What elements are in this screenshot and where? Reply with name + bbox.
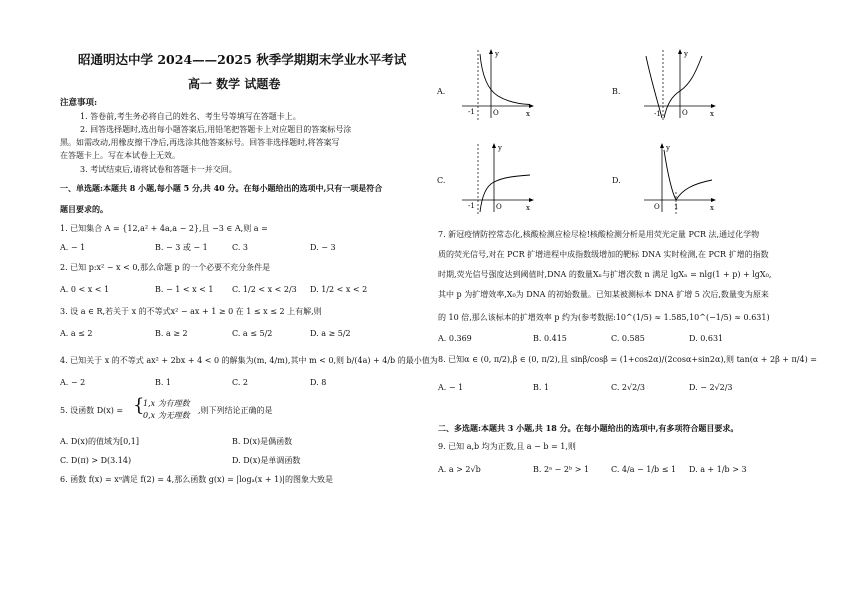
section1-heading-cont: 题目要求的。 — [60, 204, 108, 214]
q9-option-c: C. 4/a − 1/b ≤ 1 — [611, 465, 677, 474]
y-axis-arrow — [489, 49, 493, 54]
one-label: 1 — [674, 203, 679, 211]
x-axis-arrow — [711, 198, 716, 202]
q7-line: 的 10 倍,那么该标本的扩增效率 p 约为(参考数据:10^(1/5) ≈ 1.585,10^(−1/5) ≈ 0.631) — [438, 313, 770, 322]
q5-stem-suffix: ,则下列结论正确的是 — [198, 406, 273, 415]
q4-option-b: B. 1 — [155, 378, 172, 387]
q7-line: 时期,荧光信号强度达到阈值时,DNA 的数量Xₙ与扩增次数 n 满足 lgXₙ = nlg(1 + p) + lgX₀, — [438, 270, 772, 279]
neg-one-label: -1 — [654, 110, 661, 118]
graph-a-label: A. — [437, 87, 446, 96]
graph-d-label: D. — [612, 176, 621, 185]
curve-left — [646, 56, 662, 118]
q2-option-b: B. − 1 < x < 1 — [155, 285, 214, 294]
q3-stem: 3. 设 a ∈ R,若关于 x 的不等式x² − ax + 1 ≥ 0 在 1 ≤ x ≤ 2 上有解,则 — [60, 307, 322, 316]
q4-stem: 4. 已知关于 x 的不等式 ax² + 2bx + 4 < 0 的解集为(m, 4/m),其中 m < 0,则 b/(4a) + 4/b 的最小值为 — [60, 356, 438, 365]
notes-heading: 注意事项: — [60, 98, 98, 108]
q5-case-rational: 1,x 为有理数 — [143, 399, 190, 408]
q7-option-c: C. 0.585 — [611, 334, 645, 343]
q5-stem-prefix: 5. 设函数 D(x) = — [60, 406, 124, 415]
q5-case-irrational: 0,x 为无理数 — [143, 411, 190, 420]
q3-option-b: B. a ≥ 2 — [155, 329, 188, 338]
curve-right — [676, 180, 712, 200]
exam-subtitle: 高一 数学 试题卷 — [188, 77, 281, 91]
q9-stem: 9. 已知 a,b 均为正数,且 a − b = 1,则 — [438, 442, 576, 451]
x-label: x — [526, 204, 530, 212]
x-axis-arrow — [529, 198, 534, 202]
y-label: y — [495, 50, 499, 58]
q8-option-d: D. − 2√2/3 — [689, 383, 733, 392]
q1-option-b: B. − 3 或 − 1 — [155, 243, 208, 252]
origin-label: O — [496, 203, 502, 211]
y-label: y — [666, 144, 670, 152]
exam-title: 昭通明达中学 2024——2025 秋季学期期末学业水平考试 — [78, 52, 407, 67]
q5-option-c: C. D(π) > D(3.14) — [60, 456, 132, 465]
y-axis-arrow — [660, 143, 664, 148]
q5-option-b: B. D(x)是偶函数 — [232, 437, 293, 446]
graph-b-label: B. — [612, 87, 621, 96]
section1-heading: 一、单选题:本题共 8 小题,每小题 5 分,共 40 分。在每小题给出的选项中,只有一项是符合 — [60, 183, 383, 193]
q4-option-c: C. 2 — [232, 378, 249, 387]
q9-option-b: B. 2ᵃ − 2ᵇ > 1 — [533, 465, 590, 474]
notes-line: 在答题卡上。写在本试卷上无效。 — [60, 151, 180, 160]
q1-option-d: D. − 3 — [310, 243, 336, 252]
q7-line: 7. 新冠疫情防控常态化,核酸检测应检尽检!核酸检测分析是用荧光定量 PCR 法,通过化学物 — [438, 230, 760, 239]
x-axis-arrow — [711, 104, 716, 108]
q2-option-c: C. 1/2 < x < 2/3 — [232, 285, 297, 294]
y-label: y — [684, 50, 688, 58]
q5-option-d: D. D(x)是单调函数 — [232, 456, 301, 465]
curve — [480, 175, 530, 212]
notes-line: 黑。如需改动,用橡皮擦干净后,再选涂其他答案标号。回答非选择题时,将答案写 — [60, 138, 340, 147]
graph-c-label: C. — [437, 176, 446, 185]
q2-option-d: D. 1/2 < x < 2 — [310, 285, 368, 294]
origin-label: O — [493, 109, 499, 117]
q5-option-a: A. D(x)的值域为[0,1] — [60, 437, 139, 446]
q8-stem: 8. 已知α ∈ (0, π/2),β ∈ (0, π/2),且 sinβ/cosβ = (1+cos2α)/(2cosα+sin2α),则 tan(α + 2β + π/4) = — [438, 355, 817, 364]
q6-stem: 6. 函数 f(x) = xᵅ满足 f(2) = 4,那么函数 g(x) = |logₐ(x + 1)|的图象大致是 — [60, 475, 334, 484]
notes-line: 2. 回答选择题时,选出每小题答案后,用铅笔把答题卡上对应题目的答案标号涂 — [80, 125, 352, 134]
q3-option-c: C. a ≤ 5/2 — [232, 329, 273, 338]
q1-stem: 1. 已知集合 A = {12,a² + 4a,a − 2},且 −3 ∈ A,则 a = — [60, 224, 268, 233]
q8-option-c: C. 2√2/3 — [611, 383, 645, 392]
origin-label: O — [654, 203, 660, 211]
q8-option-a: A. − 1 — [438, 383, 464, 392]
x-label: x — [526, 110, 530, 118]
y-axis-arrow — [678, 49, 682, 54]
q2-option-a: A. 0 < x < 1 — [60, 285, 110, 294]
q9-option-a: A. a > 2√b — [438, 465, 481, 474]
neg-one-label: -1 — [468, 108, 475, 116]
notes-line: 3. 考试结束后,请将试卷和答题卡一并交回。 — [80, 165, 237, 174]
graph-c — [458, 140, 538, 216]
curve-left — [664, 150, 676, 200]
x-label: x — [710, 110, 714, 118]
q3-option-d: D. a ≥ 5/2 — [310, 329, 351, 338]
y-label: y — [498, 144, 502, 152]
q7-line: 其中 p 为扩增效率,X₀为 DNA 的初始数量。已知某被测标本 DNA 扩增 5 次后,数量变为原来 — [438, 290, 769, 299]
origin-label: O — [682, 109, 688, 117]
section2-heading: 二、多选题:本题共 3 小题,共 18 分。在每小题给出的选项中,有多项符合题目要求。 — [438, 423, 739, 433]
q7-option-a: A. 0.369 — [438, 334, 472, 343]
q3-option-a: A. a ≤ 2 — [60, 329, 93, 338]
y-axis-arrow — [492, 143, 496, 148]
neg-one-label: -1 — [468, 202, 475, 210]
notes-line: 1. 答卷前,考生务必将自己的姓名、考生号等填写在答题卡上。 — [80, 112, 301, 121]
curve — [480, 54, 530, 105]
q1-option-a: A. − 1 — [60, 243, 86, 252]
q7-option-d: D. 0.631 — [689, 334, 724, 343]
q1-option-c: C. 3 — [232, 243, 249, 252]
q2-stem: 2. 已知 p:x² − x < 0,那么命题 p 的一个必要不充分条件是 — [60, 263, 271, 272]
q7-line: 质的荧光信号,对在 PCR 扩增进程中成指数级增加的靶标 DNA 实时检测,在 PCR 扩增的指数 — [438, 250, 769, 259]
q4-option-a: A. − 2 — [60, 378, 86, 387]
q7-option-b: B. 0.415 — [533, 334, 567, 343]
q4-option-d: D. 8 — [310, 378, 327, 387]
q5-brace: { — [133, 395, 145, 416]
graph-d — [640, 140, 720, 216]
q8-option-b: B. 1 — [533, 383, 550, 392]
q9-option-d: D. a + 1/b > 3 — [689, 465, 747, 474]
graph-a — [458, 46, 538, 122]
x-label: x — [710, 204, 714, 212]
graph-b — [640, 46, 720, 122]
